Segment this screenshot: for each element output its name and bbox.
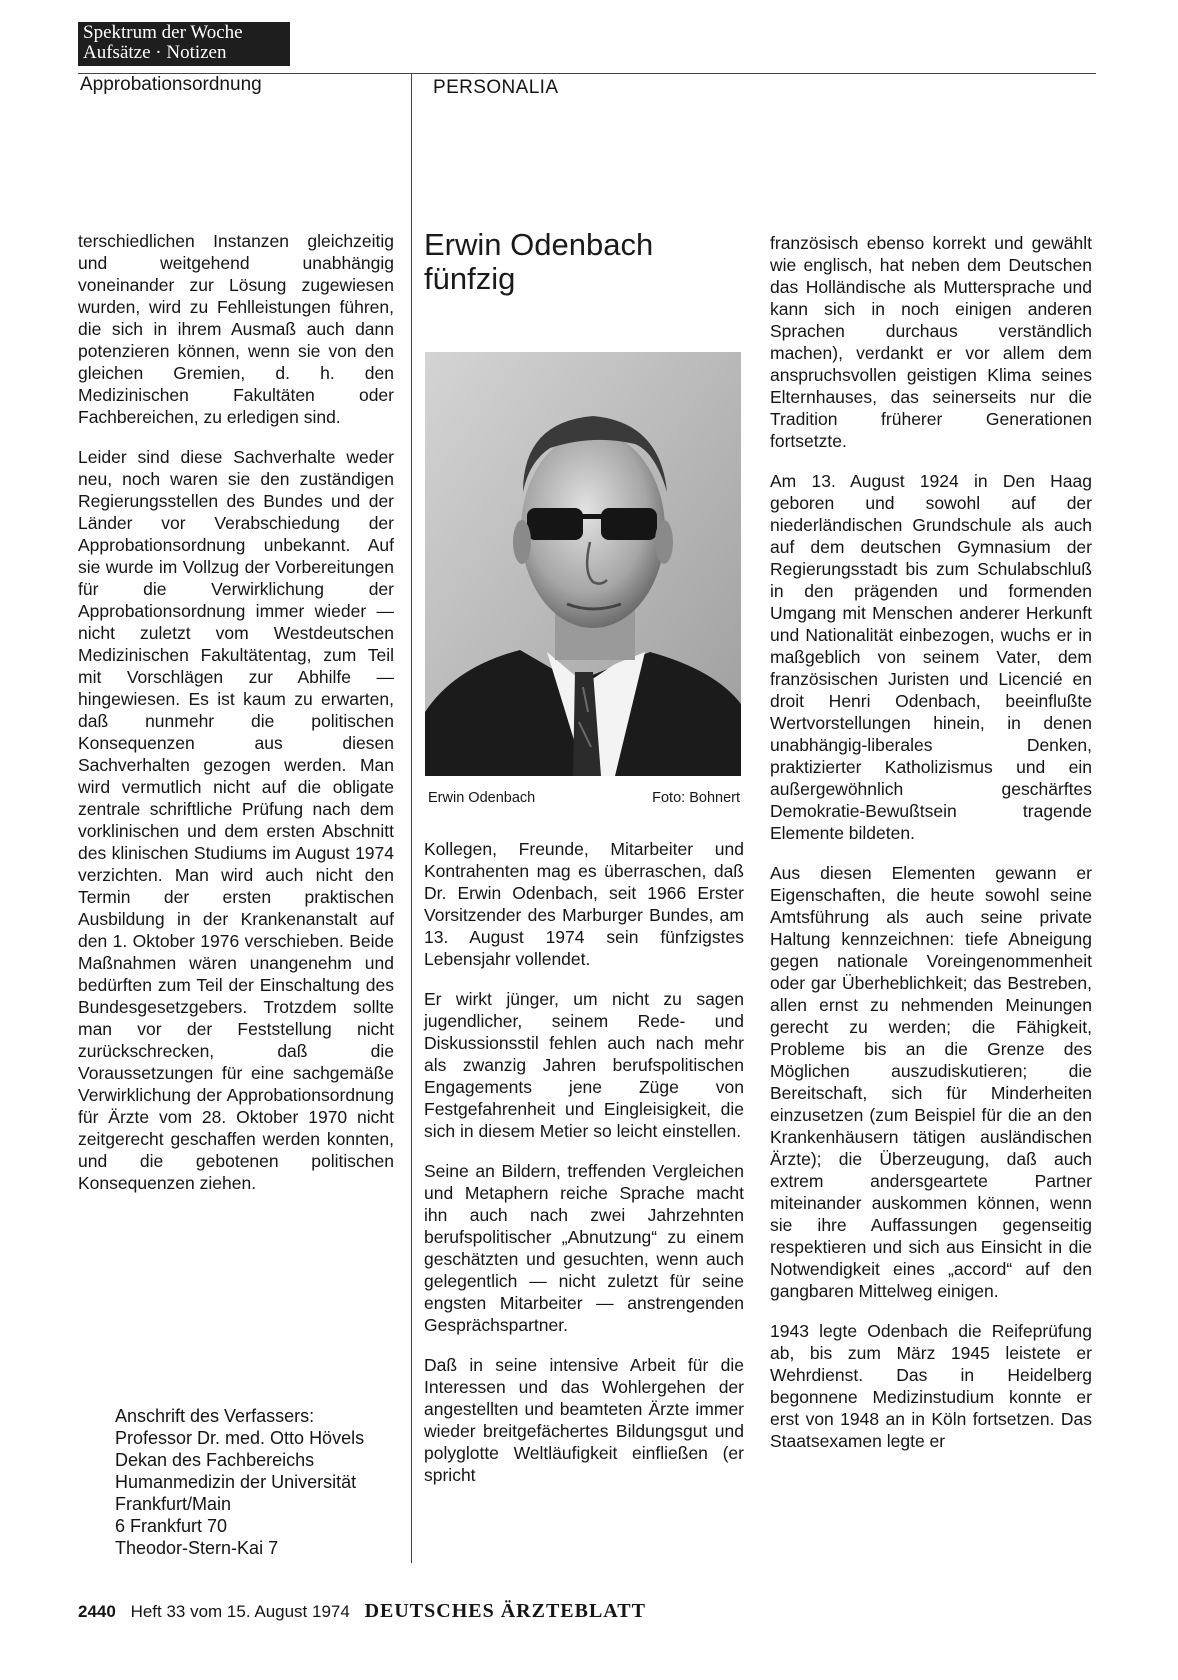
- left-paragraph-2: Leider sind diese Sachverhalte weder neu, noch waren sie den zuständigen Regierungsstellen des Bundes und der Länder vor Verabschiedung der Approbationsordnung unbekannt. Auf sie wurde im Vollzug der Vorbereitungen für die Verwirklichung der Approbationsordnung immer wieder — nicht zuletzt vom Westdeutschen Medizinischen Fakultätentag, zum Teil mit Vorschlägen zur Abhilfe — hingewiesen. Es ist kaum zu erwarten, daß nunmehr die politischen Konsequenzen aus diesen Sachverhalten gezogen werden. Man wird vermutlich nicht auf die obligate zentrale schriftliche Prüfung nach dem vorklinischen und dem ersten Abschnitt des klinischen Studiums im August 1974 verzichten. Man wird auch nicht den Termin der ersten praktischen Ausbildung in der Krankenanstalt auf den 1. Oktober 1976 verschieben. Beide Maßnahmen wären unangenehm und bedürften zum Teil der Einschaltung des Bundesgesetzgebers. Trotzdem sollte man vor der Feststellung nicht zurückschrecken, daß die Voraussetzungen für eine sachgemäße Verwirklichung der Approbationsordnung für Ärzte vom 28. Oktober 1970 nicht zeitgerecht geschaffen werden konnten, und die gebotenen politischen Konsequenzen ziehen.: [78, 447, 394, 1193]
- badge-line-2: Aufsätze · Notizen: [83, 42, 227, 63]
- middle-paragraph-1: Kollegen, Freunde, Mitarbeiter und Kontrahenten mag es überraschen, daß Dr. Erwin Odenbach, seit 1966 Erster Vorsitzender des Marburger Bundes, am 13. August 1974 sein fünfzigstes Lebensjahr vollendet.: [424, 839, 744, 969]
- author-address: [115, 1405, 405, 1559]
- portrait-photo: [425, 352, 741, 776]
- middle-paragraph-4: Daß in seine intensive Arbeit für die Interessen und das Wohlergehen der angestellten und beamteten Ärzte immer wieder breitgefächertes Bildungsgut und polyglotte Weltläufigkeit einfließen (er spricht: [424, 1355, 744, 1485]
- address-line: Humanmedizin der Universität: [115, 1472, 357, 1492]
- right-paragraph-3: Aus diesen Elementen gewann er Eigenschaften, die heute sowohl seine Amtsführung als auch seine private Haltung kennzeichnen: tiefe Abneigung gegen nationale Voreingenommenheit oder gar Überheblichkeit; das Bestreben, allen ernst zu nehmenden Meinungen gerecht zu werden; die Fähigkeit, Probleme bis an die Grenze des Möglichen auszudiskutieren; die Bereitschaft, sich für Minderheiten einzusetzen (zum Beispiel für die an den Krankenhäusern tätigen ausländischen Ärzte); die Überzeugung, daß auch extrem andersgeartete Partner miteinander auskommen können, wenn sie ihre Auffassungen gegenseitig respektieren und sich aus Einsicht in die Notwendigkeit eines „accord“ auf den gangbaren Mittelweg einigen.: [770, 863, 1092, 1301]
- middle-paragraph-2: Er wirkt jünger, um nicht zu sagen jugendlicher, seinem Rede- und Diskussionsstil fehlen auch nach mehr als zwanzig Jahren berufspolitischen Engagements jene Züge von Festgefahrenheit und Eingleisigkeit, die sich in diesem Metier so leicht einstellen.: [424, 989, 744, 1141]
- address-line: Frankfurt/Main: [115, 1494, 232, 1514]
- article-title: [424, 228, 653, 296]
- left-paragraph-1: terschiedlichen Instanzen gleichzeitig und weitgehend unabhängig voneinander zur Lösung zugewiesen wurden, wird zu Fehlleistungen führen, die sich in ihrem Ausmaß auch dann potenzieren können, wenn sie von den gleichen Gremien, d. h. den Medizinischen Fakultäten oder Fachbereichen, zu erledigen sind.: [78, 231, 394, 427]
- right-paragraph-2: Am 13. August 1924 in Den Haag geboren und sowohl auf der niederländischen Grundschule als auch auf dem deutschen Gymnasium der Regierungsstadt bis zum Schulabschluß in den prägenden und formenden Umgang mit Menschen anderer Herkunft und Nationalität einbezogen, wuchs er in maßgeblich von seinem Vater, dem französischen Juristen und Licencié en droit Henri Odenbach, beeinflußte Wertvorstellungen hinein, in denen unabhängig-liberales Denken, praktizierter Katholizismus und ein außergewöhnlich geschärftes Demokratie-Bewußtsein tragende Elemente bildeten.: [770, 471, 1092, 843]
- right-paragraph-1: französisch ebenso korrekt und gewählt wie englisch, hat neben dem Deutschen das Holländische als Muttersprache und kann sich in noch einigen anderen Sprachen durchaus verständlich machen), verdankt er vor allem dem anspruchsvollen geistigen Klima seines Elternhauses, das seinerseits nur die Tradition früherer Generationen fortsetzte.: [770, 233, 1092, 451]
- section-heading-right: PERSONALIA: [433, 77, 559, 98]
- article-title-line-2: fünfzig: [424, 261, 516, 296]
- address-line: Professor Dr. med. Otto Hövels: [115, 1428, 365, 1448]
- journal-name: DEUTSCHES ÄRZTEBLATT: [364, 1600, 646, 1622]
- issue-info: Heft 33 vom 15. August 1974: [130, 1602, 350, 1621]
- address-line: Dekan des Fachbereichs: [115, 1450, 315, 1470]
- column-divider: [411, 73, 412, 1563]
- left-column: [78, 230, 394, 1212]
- middle-column: [424, 838, 744, 1504]
- caption-credit: Foto: Bohnert: [652, 790, 740, 806]
- page-number: 2440: [78, 1602, 116, 1621]
- right-column: [770, 232, 1092, 1470]
- right-paragraph-4: 1943 legte Odenbach die Reifeprüfung ab, bis zum März 1945 leistete er Wehrdienst. Das in Heidelberg begonnene Medizinstudium konnte er erst von 1948 an in Köln fortsetzen. Das Staatsexamen legte er: [770, 1321, 1092, 1451]
- address-line: Anschrift des Verfassers:: [115, 1406, 315, 1426]
- middle-paragraph-3: Seine an Bildern, treffenden Vergleichen und Metaphern reiche Sprache macht ihn auch nach zwei Jahrzehnten berufspolitischer „Abnutzung“ zu einem geschätzten und gesuchten, wenn auch gelegentlich — nicht zuletzt für seine engsten Mitarbeiter — anstrengenden Gesprächspartner.: [424, 1161, 744, 1335]
- address-line: 6 Frankfurt 70: [115, 1516, 228, 1536]
- section-badge: [78, 22, 290, 66]
- address-line: Theodor-Stern-Kai 7: [115, 1538, 279, 1558]
- page-footer: [78, 1600, 646, 1623]
- badge-line-1: Spektrum der Woche: [83, 22, 243, 43]
- article-title-line-1: Erwin Odenbach: [424, 227, 654, 262]
- caption-name: Erwin Odenbach: [428, 790, 536, 806]
- section-heading-left: Approbationsordnung: [80, 74, 262, 95]
